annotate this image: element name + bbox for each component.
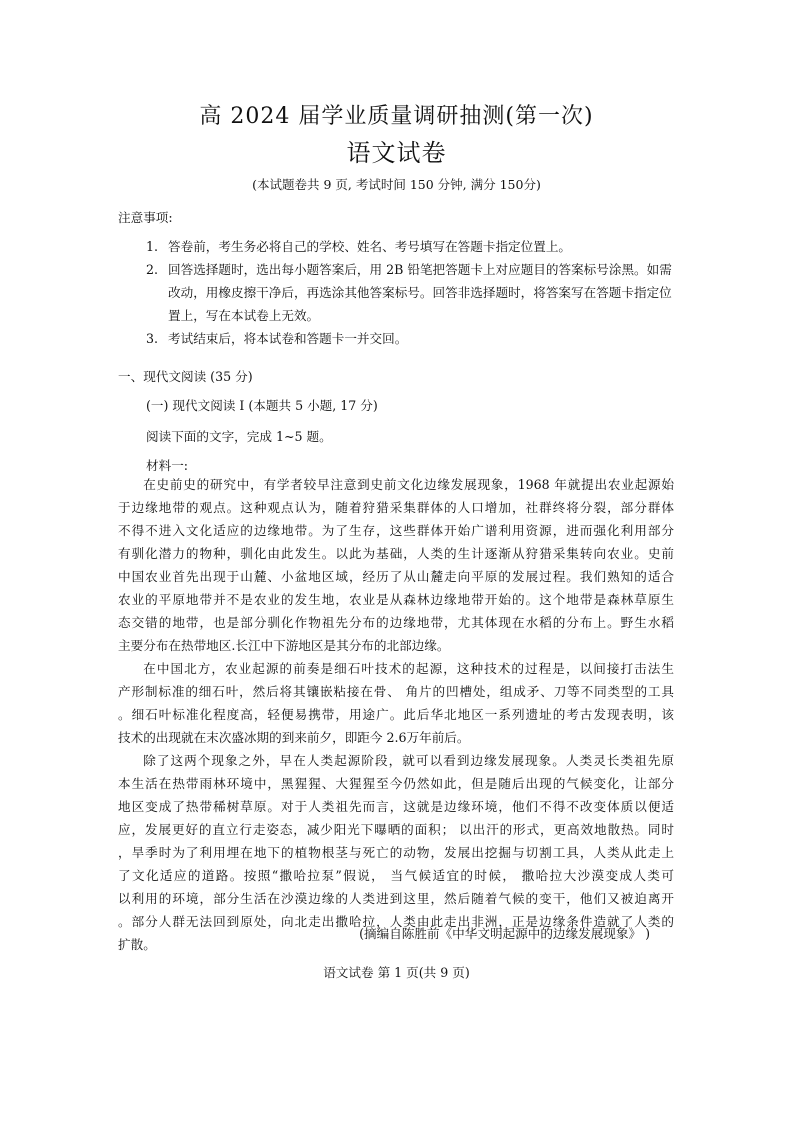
paragraph-line: 农业的平原地带并不是农业的发生地，农业是从森林边缘地带开始的。这个地带是森林草原生	[118, 592, 674, 607]
paragraph-line: 有驯化潜力的物种，驯化由此发生。以此为基础，人类的生计逐渐从狩猎采集转向农业。史前	[118, 546, 674, 561]
notice-heading: 注意事项:	[118, 210, 173, 225]
paragraph-line: 在史前史的研究中，有学者较早注意到史前文化边缘发展现象，1968 年就提出农业起源始	[143, 477, 674, 492]
page-footer: 语文试卷 第 1 页(共 9 页)	[323, 965, 470, 980]
paragraph-line: 于边缘地带的观点。这种观点认为，随着狩猎采集群体的人口增加，社群终将分裂，部分群体	[118, 500, 674, 515]
paragraph-line: 主要分布在热带地区.长江中下游地区是其分布的北部边缘。	[118, 638, 450, 653]
section-heading: 一、现代文阅读 (35 分)	[118, 369, 253, 384]
paragraph-1	[118, 473, 674, 657]
notice-item-text: 答卷前，考生务必将自己的学校、姓名、考号填写在答题卡指定位置上。	[168, 239, 571, 254]
notice-list	[146, 235, 676, 350]
paragraph-line: 。部分人群无法回到原处，向北走出撒哈拉，人类由此走出非洲，正是边缘条件造就了人类的	[118, 914, 674, 929]
notice-item-number: 1.	[146, 239, 159, 254]
paragraph-line: 产形制标准的细石叶，然后将其镶嵌粘接在骨、 角片的凹槽处，组成矛、刀等不同类型的工具	[118, 684, 674, 699]
paragraph-2	[118, 657, 674, 749]
reading-instruction: 阅读下面的文字，完成 1~5 题。	[146, 429, 332, 444]
paragraph-line: 应，发展更好的直立行走姿态，减少阳光下曝晒的面积； 以出汗的形式，更高效地散热。同时	[118, 822, 674, 837]
notice-item-number: 2.	[146, 262, 159, 277]
paragraph-line: 以利用的环境，部分生活在沙漠边缘的人类进到这里，然后随着气候的变干，他们又被迫离开	[118, 891, 674, 906]
paragraph-line: 在中国北方，农业起源的前奏是细石叶技术的起源，这种技术的过程是，以间接打击法生	[143, 661, 674, 676]
paragraph-line: 除了这两个现象之外，早在人类起源阶段，就可以看到边缘发展现象。人类灵长类祖先原	[143, 753, 674, 768]
paragraph-line: 不得不进入文化适应的边缘地带。为了生存，这些群体开始广谱利用资源，进而强化利用部分	[118, 523, 674, 538]
source-citation: (摘编自陈胜前《中华文明起源中的边缘发展现象》 )	[359, 926, 650, 941]
notice-item	[146, 258, 676, 327]
material-label: 材料一:	[146, 458, 189, 473]
paragraph-line: ，旱季时为了利用埋在地下的植物根茎与死亡的动物，发展出挖掘与切割工具，人类从此走上	[118, 845, 674, 860]
paragraph-line: 地区变成了热带稀树草原。对于人类祖先而言，这就是边缘环境，他们不得不改变体质以便适	[118, 799, 674, 814]
paragraph-line: 了文化适应的道路。按照“撒哈拉泵”假说， 当气候适宜的时候， 撒哈拉大沙漠变成人类可	[118, 868, 674, 883]
subject-title: 语文试卷	[346, 139, 447, 167]
paragraph-line: 中国农业首先出现于山麓、小盆地区域，经历了从山麓走向平原的发展过程。我们熟知的适合	[118, 569, 674, 584]
paragraph-line: 本生活在热带雨林环境中，黑猩猩、大猩猩至今仍然如此，但是随后出现的气候变化，让部分	[118, 776, 674, 791]
paragraph-line: 。细石叶标准化程度高，轻便易携带，用途广。此后华北地区一系列遗址的考古发现表明，该	[118, 707, 674, 722]
notice-item-text: 考试结束后，将本试卷和答题卡一并交回。	[168, 331, 408, 346]
notice-item-number: 3.	[146, 331, 159, 346]
exam-title: 高 2024 届学业质量调研抽测(第一次)	[199, 104, 594, 129]
notice-item	[146, 327, 676, 350]
exam-info: (本试题卷共 9 页, 考试时间 150 分钟, 满分 150分)	[252, 177, 541, 192]
paragraph-line: 扩散。	[118, 937, 156, 952]
notice-item	[146, 235, 676, 258]
notice-item-text: 回答选择题时，选出每小题答案后，用 2B 铅笔把答题卡上对应题目的答案标号涂黑。如需改动，用橡皮擦干净后，再选涂其他答案标号。回答非选择题时，将答案写在答题卡指定位置上，写在本试卷上无效。	[168, 262, 672, 323]
paragraph-line: 态交错的地带，也是部分驯化作物祖先分布的边缘地带，尤其体现在水稻的分布上。野生水稻	[118, 615, 674, 630]
section-subheading: (一) 现代文阅读 I (本题共 5 小题, 17 分)	[146, 398, 378, 413]
paragraph-line: 技术的出现就在末次盛冰期的到来前夕，即距今 2.6万年前后。	[118, 730, 470, 745]
